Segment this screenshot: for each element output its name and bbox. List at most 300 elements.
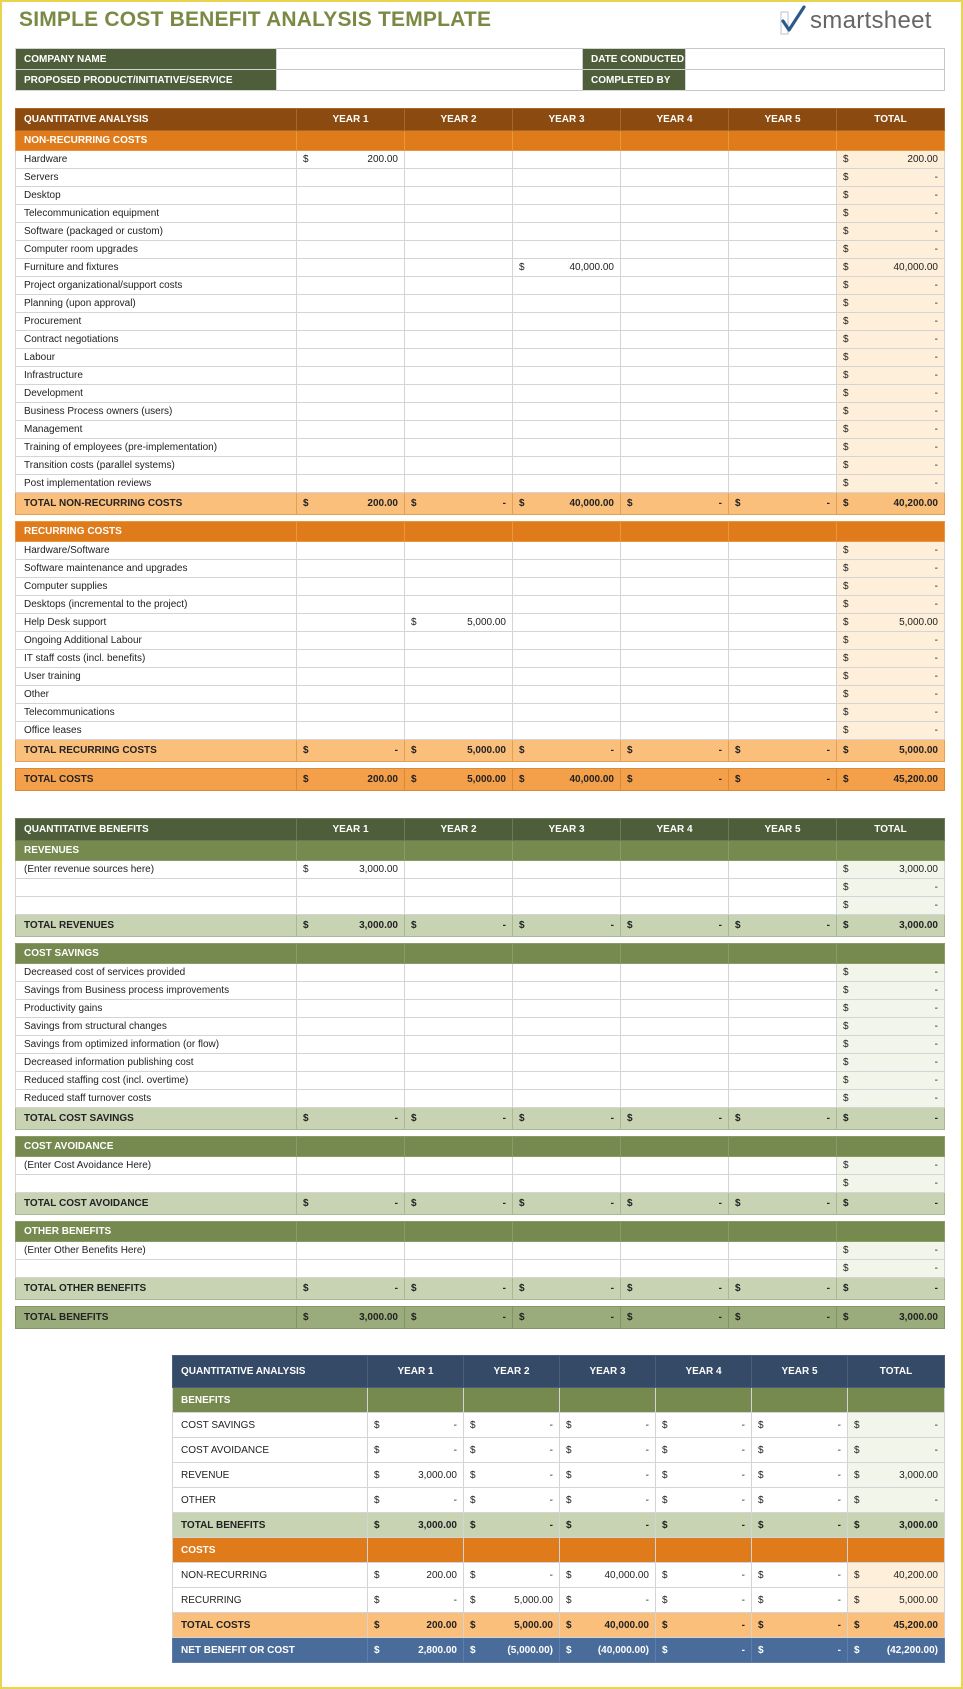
total-cell bbox=[837, 439, 945, 457]
section-title: REVENUES bbox=[16, 841, 297, 861]
completed-by-field[interactable] bbox=[686, 70, 945, 91]
table-row bbox=[16, 982, 945, 1000]
year-5-cell[interactable] bbox=[729, 722, 837, 740]
year-3-cell[interactable] bbox=[513, 331, 621, 349]
year-3-cell[interactable] bbox=[513, 151, 621, 169]
currency-symbol: $ bbox=[470, 1594, 476, 1606]
year-4-cell[interactable] bbox=[621, 277, 729, 295]
year-1-cell[interactable] bbox=[297, 578, 405, 596]
year-1-cell[interactable] bbox=[297, 1036, 405, 1054]
year-4-cell[interactable] bbox=[621, 385, 729, 403]
year-4-cell[interactable] bbox=[621, 439, 729, 457]
year-5-cell[interactable] bbox=[729, 542, 837, 560]
year-2-cell[interactable] bbox=[405, 542, 513, 560]
year-3-cell[interactable] bbox=[513, 1036, 621, 1054]
year-4-cell[interactable] bbox=[621, 475, 729, 493]
year-2-cell[interactable] bbox=[405, 1242, 513, 1260]
currency-symbol: $ bbox=[843, 424, 849, 435]
year-1-cell[interactable] bbox=[297, 1260, 405, 1278]
year-4-cell[interactable] bbox=[621, 686, 729, 704]
year-3-cell[interactable] bbox=[513, 1260, 621, 1278]
year-5-cell[interactable] bbox=[729, 331, 837, 349]
year-1-cell[interactable] bbox=[297, 349, 405, 367]
year-5-cell[interactable] bbox=[729, 277, 837, 295]
year-2-cell[interactable] bbox=[405, 205, 513, 223]
year-1-cell[interactable] bbox=[297, 686, 405, 704]
year-5-cell[interactable] bbox=[729, 349, 837, 367]
amount-value: - bbox=[826, 1198, 830, 1209]
year-1-cell[interactable] bbox=[297, 1175, 405, 1193]
year-3-cell[interactable] bbox=[513, 1018, 621, 1036]
total-cell bbox=[837, 578, 945, 596]
year-3-cell[interactable] bbox=[513, 403, 621, 421]
row-label: Other bbox=[16, 686, 297, 704]
year-3-cell[interactable] bbox=[513, 1157, 621, 1175]
amount-value: - bbox=[610, 1113, 614, 1124]
year-4-cell[interactable] bbox=[621, 187, 729, 205]
year-4-cell[interactable] bbox=[621, 151, 729, 169]
year-1-cell[interactable] bbox=[297, 205, 405, 223]
year-5-cell[interactable] bbox=[729, 560, 837, 578]
year-2-cell[interactable] bbox=[405, 861, 513, 879]
amount-value: - bbox=[934, 581, 938, 592]
spacer bbox=[16, 515, 945, 522]
total-cell bbox=[837, 241, 945, 259]
year-1-cell[interactable] bbox=[297, 1072, 405, 1090]
year-4-cell[interactable] bbox=[621, 542, 729, 560]
year-1-cell[interactable] bbox=[297, 223, 405, 241]
year-4-cell[interactable] bbox=[621, 259, 729, 277]
year-3-cell[interactable] bbox=[513, 277, 621, 295]
amount-value: - bbox=[837, 1444, 841, 1456]
total-cell bbox=[837, 151, 945, 169]
amount-value: - bbox=[645, 1469, 649, 1481]
amount-value: 5,000.00 bbox=[467, 774, 506, 785]
year-3-cell[interactable] bbox=[513, 241, 621, 259]
year-1-cell[interactable] bbox=[297, 964, 405, 982]
year-2-cell[interactable] bbox=[405, 169, 513, 187]
year-1-cell[interactable] bbox=[297, 542, 405, 560]
year-1-cell[interactable] bbox=[297, 1157, 405, 1175]
year-1-cell[interactable] bbox=[297, 879, 405, 897]
amount-value: 200.00 bbox=[907, 154, 938, 165]
column-header-year-5: YEAR 5 bbox=[729, 109, 837, 131]
section-cell bbox=[621, 1222, 729, 1242]
year-2-cell bbox=[405, 1278, 513, 1300]
year-3-cell[interactable] bbox=[513, 421, 621, 439]
year-1-cell[interactable] bbox=[297, 187, 405, 205]
year-3-cell[interactable] bbox=[513, 879, 621, 897]
year-2-cell[interactable] bbox=[405, 668, 513, 686]
year-1-cell[interactable] bbox=[297, 241, 405, 259]
year-1-cell[interactable] bbox=[297, 457, 405, 475]
year-2-cell[interactable] bbox=[405, 596, 513, 614]
year-2-cell[interactable] bbox=[405, 349, 513, 367]
year-4-cell bbox=[621, 1307, 729, 1329]
year-4-cell[interactable] bbox=[621, 596, 729, 614]
row-label bbox=[16, 1175, 297, 1193]
year-5-cell[interactable] bbox=[729, 1054, 837, 1072]
currency-symbol: $ bbox=[662, 1494, 668, 1506]
row-label: (Enter revenue sources here) bbox=[16, 861, 297, 879]
section-cell bbox=[405, 1137, 513, 1157]
year-3-cell[interactable] bbox=[513, 1054, 621, 1072]
amount-value: 3,000.00 bbox=[418, 1469, 457, 1481]
year-3-cell[interactable] bbox=[513, 722, 621, 740]
year-4-cell[interactable] bbox=[621, 879, 729, 897]
year-2-cell[interactable] bbox=[405, 331, 513, 349]
currency-symbol: $ bbox=[411, 1113, 417, 1124]
year-5-cell bbox=[729, 769, 837, 791]
year-5-cell[interactable] bbox=[729, 596, 837, 614]
section-cell bbox=[729, 522, 837, 542]
total-cell bbox=[837, 187, 945, 205]
year-4-cell[interactable] bbox=[621, 578, 729, 596]
year-5-cell[interactable] bbox=[729, 1260, 837, 1278]
year-2-cell[interactable] bbox=[405, 1036, 513, 1054]
year-5-cell[interactable] bbox=[729, 259, 837, 277]
year-2-cell[interactable] bbox=[405, 897, 513, 915]
year-2-cell[interactable] bbox=[405, 367, 513, 385]
year-3-cell[interactable] bbox=[513, 313, 621, 331]
year-2-cell[interactable] bbox=[405, 277, 513, 295]
currency-symbol: $ bbox=[843, 244, 849, 255]
currency-symbol: $ bbox=[735, 498, 741, 509]
year-2-cell[interactable] bbox=[405, 259, 513, 277]
currency-symbol: $ bbox=[843, 725, 849, 736]
year-3-cell[interactable] bbox=[513, 349, 621, 367]
year-5-cell[interactable] bbox=[729, 1242, 837, 1260]
year-3-cell[interactable] bbox=[513, 259, 621, 277]
year-2-cell bbox=[464, 1438, 560, 1463]
year-3-cell[interactable] bbox=[513, 475, 621, 493]
currency-symbol: $ bbox=[843, 262, 849, 273]
year-4-cell[interactable] bbox=[621, 241, 729, 259]
year-1-cell[interactable] bbox=[297, 650, 405, 668]
year-4-cell[interactable] bbox=[621, 1090, 729, 1108]
year-4-cell[interactable] bbox=[621, 668, 729, 686]
year-1-cell bbox=[297, 915, 405, 937]
year-1-cell[interactable] bbox=[297, 1000, 405, 1018]
year-5-cell[interactable] bbox=[729, 1000, 837, 1018]
year-2-cell[interactable] bbox=[405, 1018, 513, 1036]
year-2-cell[interactable] bbox=[405, 403, 513, 421]
year-5-cell[interactable] bbox=[729, 367, 837, 385]
year-1-cell[interactable] bbox=[297, 313, 405, 331]
year-4-cell[interactable] bbox=[621, 1000, 729, 1018]
amount-value: - bbox=[718, 774, 722, 785]
year-2-cell[interactable] bbox=[405, 151, 513, 169]
section-cell bbox=[464, 1388, 560, 1413]
year-2-cell[interactable] bbox=[405, 475, 513, 493]
year-2-cell[interactable] bbox=[405, 1260, 513, 1278]
year-1-cell[interactable] bbox=[297, 439, 405, 457]
year-5-cell[interactable] bbox=[729, 295, 837, 313]
year-1-cell[interactable] bbox=[297, 403, 405, 421]
grand-total-row bbox=[16, 769, 945, 791]
year-2-cell[interactable] bbox=[405, 1157, 513, 1175]
year-1-cell[interactable] bbox=[297, 560, 405, 578]
year-4-cell[interactable] bbox=[621, 169, 729, 187]
year-2-cell[interactable] bbox=[405, 421, 513, 439]
year-5-cell[interactable] bbox=[729, 964, 837, 982]
year-5-cell[interactable] bbox=[729, 879, 837, 897]
row-label: (Enter Other Benefits Here) bbox=[16, 1242, 297, 1260]
year-4-cell[interactable] bbox=[621, 964, 729, 982]
year-4-cell[interactable] bbox=[621, 560, 729, 578]
year-1-cell[interactable] bbox=[297, 596, 405, 614]
year-5-cell[interactable] bbox=[729, 1175, 837, 1193]
year-2-cell[interactable] bbox=[405, 1054, 513, 1072]
year-2-cell[interactable] bbox=[405, 614, 513, 632]
year-4-cell[interactable] bbox=[621, 1242, 729, 1260]
year-5-cell[interactable] bbox=[729, 650, 837, 668]
year-3-cell[interactable] bbox=[513, 650, 621, 668]
amount-value: - bbox=[934, 1160, 938, 1171]
year-2-cell[interactable] bbox=[405, 313, 513, 331]
year-1-cell[interactable] bbox=[297, 151, 405, 169]
year-2-cell[interactable] bbox=[405, 457, 513, 475]
year-4-cell[interactable] bbox=[621, 295, 729, 313]
year-1-cell[interactable] bbox=[297, 704, 405, 722]
year-5-cell[interactable] bbox=[729, 439, 837, 457]
year-4-cell[interactable] bbox=[621, 1018, 729, 1036]
year-2-cell[interactable] bbox=[405, 241, 513, 259]
year-3-cell[interactable] bbox=[513, 686, 621, 704]
year-2-cell[interactable] bbox=[405, 1175, 513, 1193]
amount-value: 40,000.00 bbox=[569, 262, 614, 273]
year-3-cell[interactable] bbox=[513, 560, 621, 578]
year-4-cell[interactable] bbox=[621, 614, 729, 632]
year-2-cell[interactable] bbox=[405, 722, 513, 740]
year-2-cell[interactable] bbox=[405, 295, 513, 313]
year-2-cell[interactable] bbox=[405, 704, 513, 722]
year-5-cell[interactable] bbox=[729, 151, 837, 169]
year-1-cell[interactable] bbox=[297, 668, 405, 686]
currency-symbol: $ bbox=[843, 900, 849, 911]
year-5-cell[interactable] bbox=[729, 457, 837, 475]
year-4-cell[interactable] bbox=[621, 1260, 729, 1278]
amount-value: - bbox=[826, 774, 830, 785]
year-1-cell[interactable] bbox=[297, 1242, 405, 1260]
date-conducted-field[interactable] bbox=[686, 49, 945, 70]
year-4-cell[interactable] bbox=[621, 897, 729, 915]
year-2-cell[interactable] bbox=[405, 439, 513, 457]
year-4-cell[interactable] bbox=[621, 1054, 729, 1072]
year-3-cell[interactable] bbox=[513, 668, 621, 686]
year-4-cell[interactable] bbox=[621, 1175, 729, 1193]
year-5-cell bbox=[752, 1463, 848, 1488]
total-cell bbox=[848, 1438, 945, 1463]
year-5-cell[interactable] bbox=[729, 241, 837, 259]
year-4-cell[interactable] bbox=[621, 331, 729, 349]
amount-value: - bbox=[741, 1619, 745, 1631]
year-1-cell[interactable] bbox=[297, 475, 405, 493]
year-1-cell[interactable] bbox=[297, 295, 405, 313]
year-1-cell[interactable] bbox=[297, 897, 405, 915]
total-cell bbox=[837, 169, 945, 187]
year-5-cell[interactable] bbox=[729, 704, 837, 722]
year-4-cell[interactable] bbox=[621, 982, 729, 1000]
section-cell bbox=[656, 1538, 752, 1563]
year-4-cell[interactable] bbox=[621, 1157, 729, 1175]
proposed-product-field[interactable] bbox=[277, 70, 583, 91]
year-5-cell[interactable] bbox=[729, 313, 837, 331]
year-1-cell[interactable] bbox=[297, 722, 405, 740]
year-5-cell[interactable] bbox=[729, 668, 837, 686]
year-5-cell[interactable] bbox=[729, 169, 837, 187]
year-5-cell[interactable] bbox=[729, 187, 837, 205]
year-4-cell[interactable] bbox=[621, 650, 729, 668]
proposed-product-label: PROPOSED PRODUCT/INITIATIVE/SERVICE bbox=[16, 70, 277, 91]
year-1-cell[interactable] bbox=[297, 421, 405, 439]
year-5-cell bbox=[752, 1438, 848, 1463]
year-3-cell[interactable] bbox=[513, 1000, 621, 1018]
year-1-cell[interactable] bbox=[297, 1090, 405, 1108]
currency-symbol: $ bbox=[843, 498, 849, 509]
amount-value: - bbox=[934, 635, 938, 646]
year-3-cell[interactable] bbox=[513, 223, 621, 241]
year-4-cell[interactable] bbox=[621, 1036, 729, 1054]
year-2-cell[interactable] bbox=[405, 632, 513, 650]
year-5-cell[interactable] bbox=[729, 1157, 837, 1175]
year-4-cell[interactable] bbox=[621, 205, 729, 223]
year-5-cell[interactable] bbox=[729, 578, 837, 596]
year-5-cell[interactable] bbox=[729, 1018, 837, 1036]
table-row bbox=[16, 964, 945, 982]
year-5-cell[interactable] bbox=[729, 385, 837, 403]
project-info-table bbox=[15, 48, 945, 91]
year-3-cell[interactable] bbox=[513, 861, 621, 879]
company-name-field[interactable] bbox=[277, 49, 583, 70]
year-5-cell[interactable] bbox=[729, 632, 837, 650]
year-4-cell[interactable] bbox=[621, 457, 729, 475]
year-2-cell[interactable] bbox=[405, 1090, 513, 1108]
year-5-cell[interactable] bbox=[729, 861, 837, 879]
year-5-cell[interactable] bbox=[729, 1036, 837, 1054]
year-2-cell[interactable] bbox=[405, 686, 513, 704]
year-3-cell[interactable] bbox=[513, 457, 621, 475]
year-1-cell[interactable] bbox=[297, 1054, 405, 1072]
year-3-cell[interactable] bbox=[513, 964, 621, 982]
year-3-cell[interactable] bbox=[513, 295, 621, 313]
year-1-cell[interactable] bbox=[297, 277, 405, 295]
amount-value: 3,000.00 bbox=[359, 920, 398, 931]
year-5-cell[interactable] bbox=[729, 897, 837, 915]
year-5-cell[interactable] bbox=[729, 223, 837, 241]
section-total-row bbox=[16, 915, 945, 937]
year-2-cell[interactable] bbox=[405, 560, 513, 578]
section-cell bbox=[837, 131, 945, 151]
year-3-cell[interactable] bbox=[513, 1175, 621, 1193]
year-2-cell[interactable] bbox=[405, 982, 513, 1000]
year-2-cell[interactable] bbox=[405, 879, 513, 897]
year-1-cell[interactable] bbox=[297, 169, 405, 187]
year-5-cell[interactable] bbox=[729, 421, 837, 439]
amount-value: - bbox=[934, 208, 938, 219]
year-5-cell[interactable] bbox=[729, 475, 837, 493]
year-4-cell[interactable] bbox=[621, 313, 729, 331]
year-3-cell[interactable] bbox=[513, 897, 621, 915]
year-3-cell[interactable] bbox=[513, 1072, 621, 1090]
year-3-cell[interactable] bbox=[513, 704, 621, 722]
total-cell bbox=[837, 259, 945, 277]
year-4-cell[interactable] bbox=[621, 1072, 729, 1090]
year-5-cell[interactable] bbox=[729, 614, 837, 632]
year-3-cell[interactable] bbox=[513, 187, 621, 205]
year-5-cell[interactable] bbox=[729, 1072, 837, 1090]
year-3-cell[interactable] bbox=[513, 542, 621, 560]
year-4-cell[interactable] bbox=[621, 367, 729, 385]
year-1-cell[interactable] bbox=[297, 1018, 405, 1036]
year-3-cell[interactable] bbox=[513, 614, 621, 632]
total-cell bbox=[837, 915, 945, 937]
year-4-cell[interactable] bbox=[621, 722, 729, 740]
year-2-cell[interactable] bbox=[405, 223, 513, 241]
year-3-cell[interactable] bbox=[513, 205, 621, 223]
row-label: COST AVOIDANCE bbox=[173, 1438, 368, 1463]
year-3-cell[interactable] bbox=[513, 385, 621, 403]
year-3-cell[interactable] bbox=[513, 982, 621, 1000]
year-4-cell[interactable] bbox=[621, 223, 729, 241]
year-1-cell[interactable] bbox=[297, 632, 405, 650]
year-3-cell[interactable] bbox=[513, 578, 621, 596]
year-5-cell[interactable] bbox=[729, 403, 837, 421]
amount-value: - bbox=[718, 498, 722, 509]
year-2-cell[interactable] bbox=[405, 1072, 513, 1090]
year-3-cell bbox=[560, 1563, 656, 1588]
year-4-cell[interactable] bbox=[621, 421, 729, 439]
amount-value: - bbox=[549, 1519, 553, 1531]
total-cell bbox=[837, 223, 945, 241]
year-3-cell[interactable] bbox=[513, 1242, 621, 1260]
year-1-cell bbox=[297, 493, 405, 515]
year-2-cell[interactable] bbox=[405, 650, 513, 668]
row-label: Office leases bbox=[16, 722, 297, 740]
year-4-cell bbox=[656, 1588, 752, 1613]
year-2-cell[interactable] bbox=[405, 964, 513, 982]
year-1-cell[interactable] bbox=[297, 331, 405, 349]
year-5-cell[interactable] bbox=[729, 982, 837, 1000]
row-label: Project organizational/support costs bbox=[16, 277, 297, 295]
year-4-cell[interactable] bbox=[621, 632, 729, 650]
year-3-cell[interactable] bbox=[513, 596, 621, 614]
year-3-cell[interactable] bbox=[513, 632, 621, 650]
year-1-cell[interactable] bbox=[297, 259, 405, 277]
year-2-cell[interactable] bbox=[405, 1000, 513, 1018]
year-1-cell[interactable] bbox=[297, 861, 405, 879]
year-2-cell[interactable] bbox=[405, 385, 513, 403]
year-3-cell[interactable] bbox=[513, 169, 621, 187]
year-1-cell[interactable] bbox=[297, 982, 405, 1000]
year-5-cell[interactable] bbox=[729, 686, 837, 704]
year-3-cell[interactable] bbox=[513, 439, 621, 457]
year-2-cell[interactable] bbox=[405, 187, 513, 205]
year-4-cell bbox=[656, 1438, 752, 1463]
year-1-cell[interactable] bbox=[297, 367, 405, 385]
year-5-cell[interactable] bbox=[729, 1090, 837, 1108]
year-1-cell[interactable] bbox=[297, 385, 405, 403]
year-4-cell[interactable] bbox=[621, 704, 729, 722]
year-4-cell[interactable] bbox=[621, 403, 729, 421]
year-4-cell[interactable] bbox=[621, 861, 729, 879]
year-3-cell[interactable] bbox=[513, 367, 621, 385]
year-4-cell[interactable] bbox=[621, 349, 729, 367]
year-1-cell[interactable] bbox=[297, 614, 405, 632]
year-3-cell[interactable] bbox=[513, 1090, 621, 1108]
year-2-cell[interactable] bbox=[405, 578, 513, 596]
year-5-cell[interactable] bbox=[729, 205, 837, 223]
